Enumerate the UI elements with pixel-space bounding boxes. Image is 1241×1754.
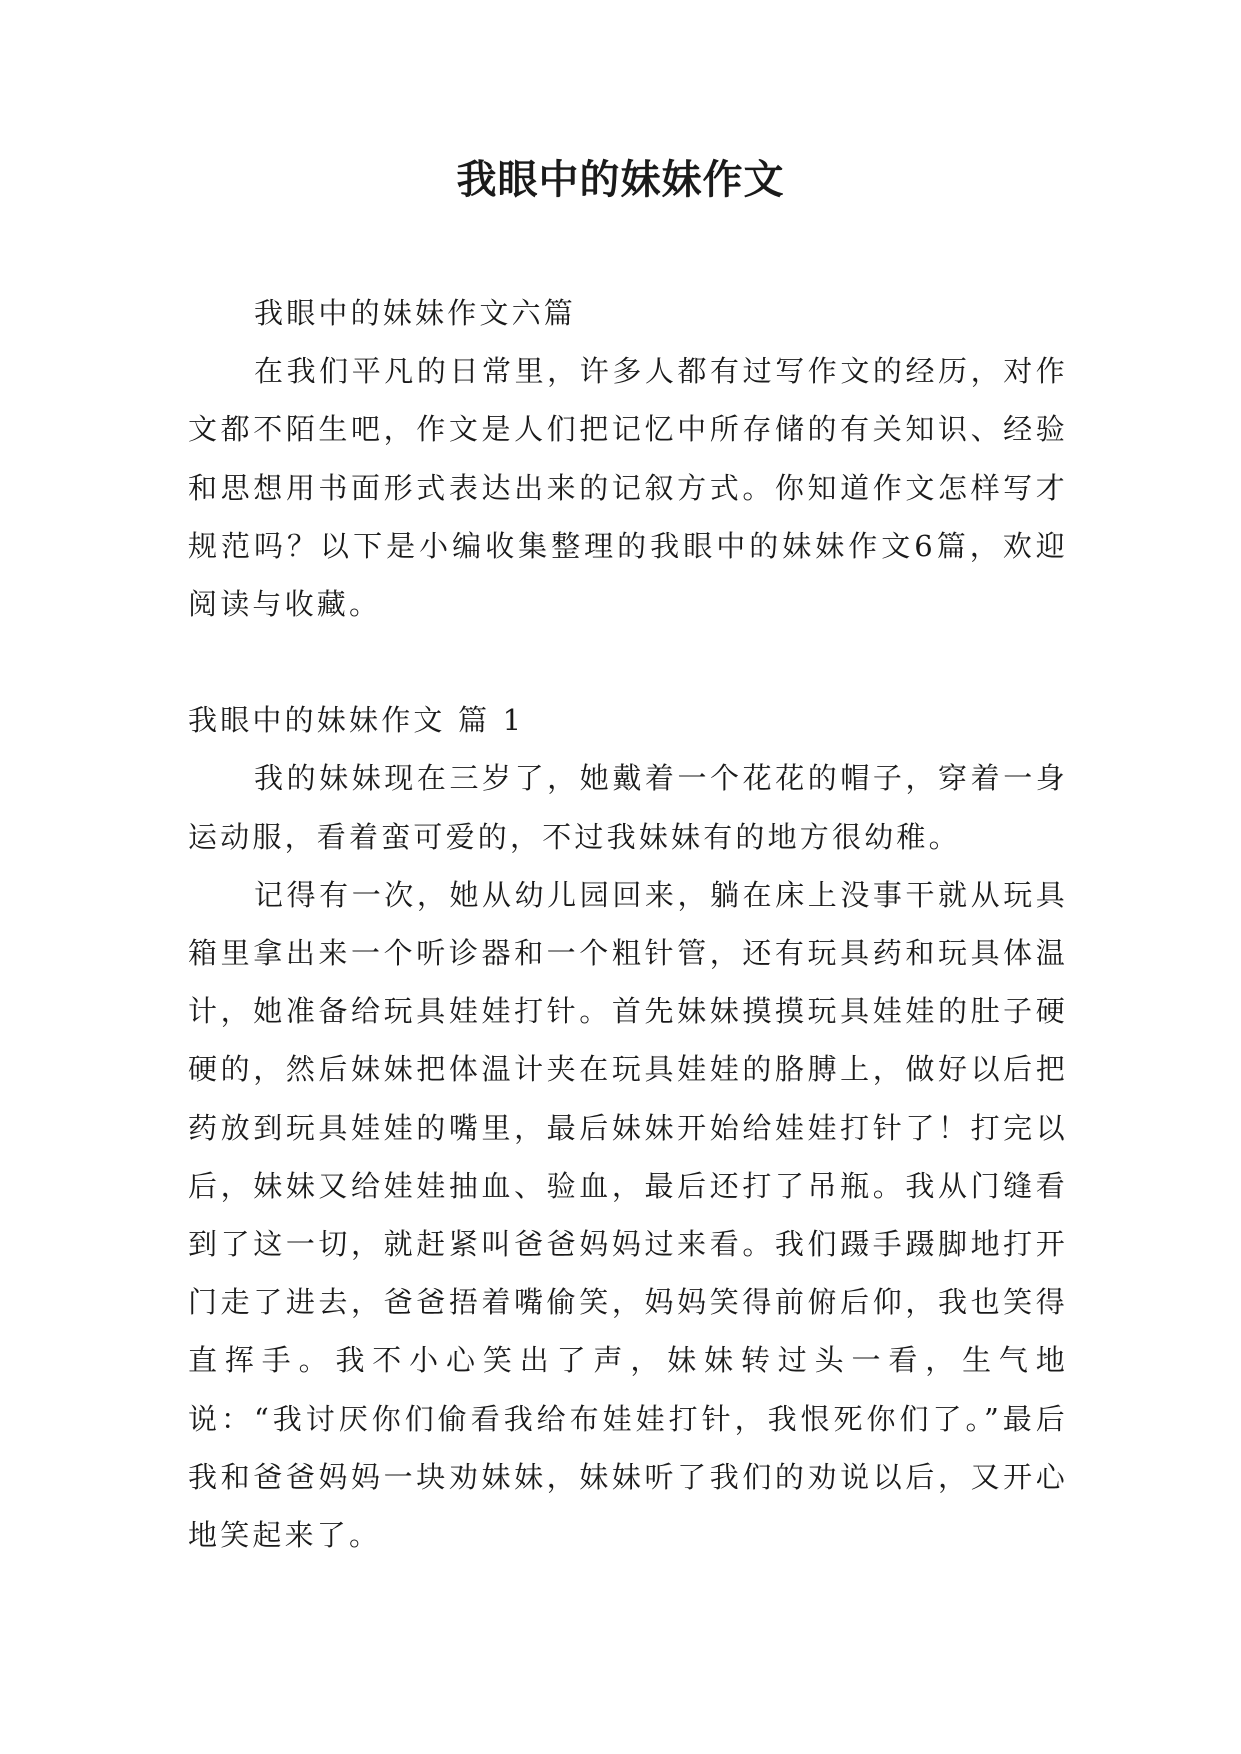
body-paragraph: 我的妹妹现在三岁了，她戴着一个花花的帽子，穿着一身运动服，看着蛮可爱的，不过我妹妹有的地方很幼稚。 [188,761,1068,854]
document-title: 我眼中的妹妹作文 [456,156,785,203]
section-spacer [188,633,1068,691]
body-paragraph: 记得有一次，她从幼儿园回来，躺在床上没事干就从玩具箱里拿出来一个听诊器和一个粗针管，还有玩具药和玩具体温计，她准备给玩具娃娃打针。首先妹妹摸摸玩具娃娃的肚子硬硬的，然后妹妹把体温计夹在玩具娃娃的胳膊上，做好以后把药放到玩具娃娃的嘴里，最后妹妹开始给娃娃打针了！打完以后，妹妹又给娃娃抽血、验血，最后还打了吊瓶。我从门缝看到了这一切，就赶紧叫爸爸妈妈过来看。我们蹑手蹑脚地打开门走了进去，爸爸捂着嘴偷笑，妈妈笑得前俯后仰，我也笑得直挥手。我不小心笑出了声，妹妹转过头一看，生气地说：“我讨厌你们偷看我给布娃娃打针，我恨死你们了。”最后我和爸爸妈妈一块劝妹妹，妹妹听了我们的劝说以后，又开心地笑起来了。 [188,877,1068,1553]
section-heading: 我眼中的妹妹作文 篇 1 [188,703,525,738]
intro-paragraph: 在我们平凡的日常里，许多人都有过写作文的经历，对作文都不陌生吧，作文是人们把记忆中所存储的有关知识、经验和思想用书面形式表达出来的记叙方式。你知道作文怎样写才规范吗？以下是小编收集整理的我眼中的妹妹作文6篇，欢迎阅读与收藏。 [188,354,1068,622]
document-body [188,284,1068,1564]
document-subtitle: 我眼中的妹妹作文六篇 [254,296,577,330]
